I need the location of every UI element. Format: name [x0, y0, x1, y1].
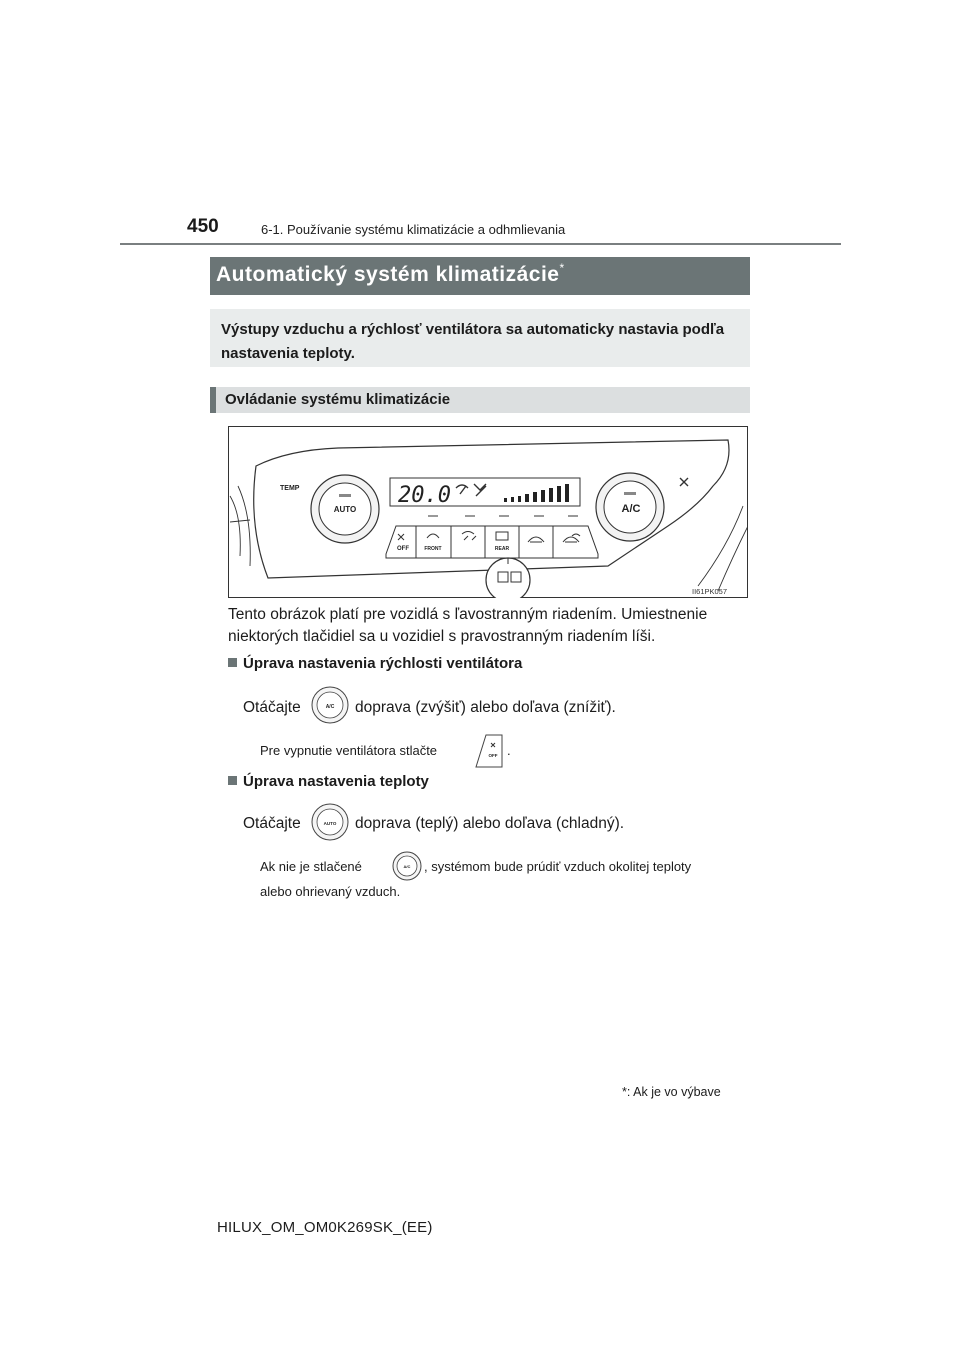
- svg-text:A/C: A/C: [403, 864, 411, 869]
- ac-knob-icon: [311, 686, 349, 724]
- option-mark: *: [559, 261, 565, 275]
- page-title-text: Automatický systém klimatizácie: [216, 263, 560, 286]
- climate-panel-illustration: [228, 426, 748, 598]
- svg-text:A/C: A/C: [325, 704, 335, 710]
- panel-button-off: OFF: [397, 546, 409, 552]
- temp-step-after: doprava (teplý) alebo doľava (chladný).: [355, 815, 625, 832]
- fan-step-before: Otáčajte: [243, 699, 301, 716]
- svg-text:OFF: OFF: [488, 753, 498, 758]
- fan-heading-text: Úprava nastavenia rýchlosti ventilátora: [243, 655, 523, 672]
- heading-bullet: [228, 658, 237, 667]
- footnote-text: : Ak je vo výbave: [626, 1085, 721, 1099]
- figure-caption: Tento obrázok platí pre vozidlá s ľavostranným riadením. Umiestnenie niektorých tlačidiel sa u vozidiel s pravostranným riadením líši.: [228, 606, 708, 645]
- fan-step-after: doprava (zvýšiť) alebo doľava (znížiť).: [355, 699, 616, 716]
- section-heading: 6-1. Používanie systému klimatizácie a odhmlievania: [261, 222, 566, 237]
- temp-heading: [228, 771, 429, 793]
- header-rule: [120, 243, 841, 245]
- subsection-bar: [210, 387, 216, 413]
- heading-bullet: [228, 776, 237, 785]
- off-button-icon: [474, 733, 504, 769]
- temp-note-before: Ak nie je stlačené: [260, 859, 362, 874]
- temp-step-before: Otáčajte: [243, 815, 301, 832]
- ac-knob: [596, 473, 664, 541]
- temp-note-line2: alebo ohrievaný vzduch.: [260, 884, 401, 899]
- fan-heading: [228, 653, 522, 675]
- auto-knob: [311, 475, 379, 543]
- display-temperature: 20.0: [398, 483, 451, 508]
- fan-note-after: .: [507, 743, 511, 758]
- page-number: 450: [187, 216, 219, 237]
- svg-text:AUTO: AUTO: [323, 821, 337, 826]
- panel-button-rear: REAR: [494, 546, 510, 552]
- subsection-title: Ovládanie systému klimatizácie: [225, 391, 451, 408]
- temp-heading-text: Úprava nastavenia teploty: [243, 773, 429, 790]
- ac-knob-label: A/C: [621, 503, 641, 515]
- footnote: [622, 1085, 721, 1099]
- temp-note-after: , systémom bude prúdiť vzduch okolitej teploty: [424, 859, 692, 874]
- page-title: [216, 263, 565, 287]
- ac-small-icon: [392, 851, 422, 881]
- temp-label: TEMP: [280, 485, 300, 492]
- footnote-mark: *: [622, 1085, 627, 1099]
- auto-knob-icon: [311, 803, 349, 841]
- intro-text: Výstupy vzduchu a rýchlosť ventilátora sa automaticky nastavia podľa nastavenia teploty.: [221, 321, 725, 362]
- document-code: HILUX_OM_OM0K269SK_(EE): [217, 1219, 433, 1236]
- fan-note-before: Pre vypnutie ventilátora stlačte: [260, 743, 438, 758]
- panel-button-front: FRONT: [424, 546, 442, 552]
- figure-code: II61PK057: [692, 587, 728, 596]
- auto-knob-label: AUTO: [333, 505, 357, 514]
